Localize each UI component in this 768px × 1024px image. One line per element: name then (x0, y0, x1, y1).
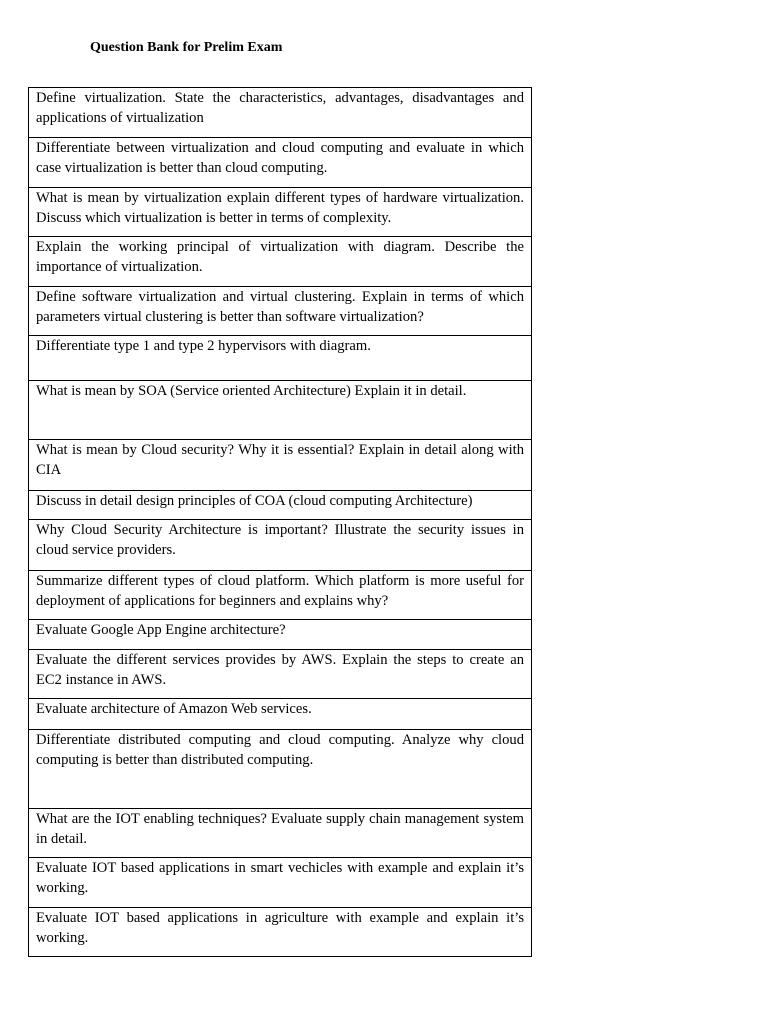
table-row (29, 571, 532, 620)
table-row (29, 138, 532, 188)
table-row (29, 809, 532, 858)
question-cell: Evaluate IOT based applications in agriculture with example and explain it’s working. (29, 908, 532, 957)
question-cell: Define virtualization. State the characteristics, advantages, disadvantages and applications of virtualization (29, 88, 532, 138)
page-title: Question Bank for Prelim Exam (90, 40, 283, 55)
table-row (29, 287, 532, 336)
question-cell: What is mean by Cloud security? Why it is essential? Explain in detail along with CIA (29, 440, 532, 491)
table-row (29, 440, 532, 491)
question-cell: Evaluate Google App Engine architecture? (29, 620, 532, 650)
table-row (29, 491, 532, 520)
question-cell: Differentiate type 1 and type 2 hypervisors with diagram. (29, 336, 532, 381)
table-row (29, 237, 532, 287)
table-row (29, 88, 532, 138)
question-cell: Define software virtualization and virtual clustering. Explain in terms of which parameters virtual clustering is better than software virtualization? (29, 287, 532, 336)
table-row (29, 520, 532, 571)
question-cell: What are the IOT enabling techniques? Evaluate supply chain management system in detail. (29, 809, 532, 858)
table-row (29, 730, 532, 809)
question-table (28, 87, 532, 957)
question-cell: What is mean by virtualization explain different types of hardware virtualization. Discuss which virtualization is better in terms of complexity. (29, 188, 532, 237)
table-row (29, 336, 532, 381)
question-cell: Why Cloud Security Architecture is important? Illustrate the security issues in cloud service providers. (29, 520, 532, 571)
table-row (29, 650, 532, 699)
question-cell: Differentiate between virtualization and cloud computing and evaluate in which case virtualization is better than cloud computing. (29, 138, 532, 188)
table-row (29, 699, 532, 730)
table-row (29, 188, 532, 237)
table-row (29, 908, 532, 957)
question-cell: Discuss in detail design principles of COA (cloud computing Architecture) (29, 491, 532, 520)
table-row (29, 620, 532, 650)
question-cell: Summarize different types of cloud platform. Which platform is more useful for deployment of applications for beginners and explains why? (29, 571, 532, 620)
question-cell: Explain the working principal of virtualization with diagram. Describe the importance of virtualization. (29, 237, 532, 287)
question-cell: Evaluate architecture of Amazon Web services. (29, 699, 532, 730)
question-cell: Differentiate distributed computing and cloud computing. Analyze why cloud computing is better than distributed computing. (29, 730, 532, 809)
question-cell: What is mean by SOA (Service oriented Architecture) Explain it in detail. (29, 381, 532, 440)
table-row (29, 858, 532, 908)
question-cell: Evaluate IOT based applications in smart vechicles with example and explain it’s working. (29, 858, 532, 908)
question-cell: Evaluate the different services provides by AWS. Explain the steps to create an EC2 instance in AWS. (29, 650, 532, 699)
table-row (29, 381, 532, 440)
